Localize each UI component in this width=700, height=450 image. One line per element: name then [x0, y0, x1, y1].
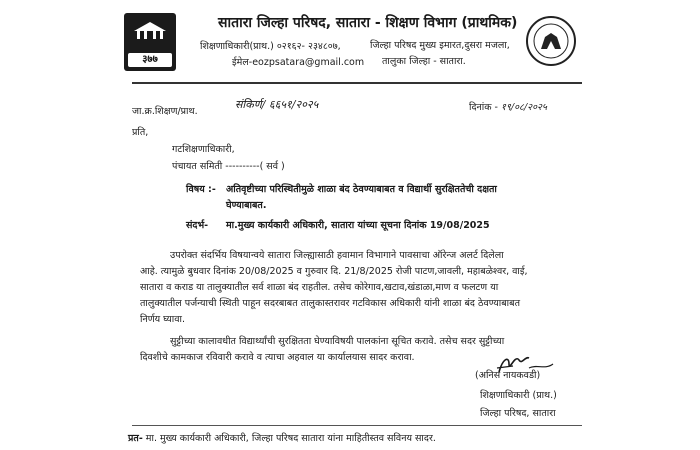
email-line: ईमेल-eozpsatara@gmail.com — [232, 57, 365, 68]
body-line: सुट्टीच्या कालावधीत विद्यार्थ्यांची सुरक्षितता घेण्याविषयी पालकांना सूचित करावे. तसेच सदर सुट्टीच्या — [170, 336, 505, 347]
body-line: उपरोक्त संदर्भिय विषयान्वये सातारा जिल्ह्यासाठी हवामान विभागाने पावसाचा ऑरेन्ज अलर्ट दिलेला — [170, 250, 504, 261]
government-seal-icon — [525, 15, 577, 67]
subject-line-2: घेण्याबाबत. — [226, 200, 267, 211]
copy-text: मा. मुख्य कार्यकारी अधिकारी, जिल्हा परिषद सातारा यांना माहितीस्तव सविनय सादर. — [145, 433, 436, 444]
zilla-parishad-logo — [124, 13, 176, 71]
reference-prefix: जा.क्र.शिक्षण/प्राथ. — [132, 106, 198, 117]
date-value: १९/०८/२०२५ — [501, 102, 547, 113]
body-line: तालुक्यातील पर्जन्याची स्थिती पाहून सदरबाबत तालुकास्तरावर गटविकास अधिकारी यांनी शाळा बंद ठेवण्याबाबत — [140, 298, 520, 309]
copy-to — [128, 431, 436, 444]
footer-divider — [132, 425, 582, 426]
recipient-line-2: पंचायत समिती ----------( सर्व ) — [172, 161, 285, 172]
body-line: दिवशीचे कामकाज रविवारी करावे व त्याचा अहवाल या कार्यालयास सादर करावा. — [140, 352, 415, 363]
recipient-line-1: गटशिक्षणाधिकारी, — [172, 144, 235, 155]
phone-line: शिक्षणाधिकारी(प्राथ.) ०२१६२- २३४८०७, — [200, 41, 341, 52]
letter-date — [469, 100, 547, 113]
date-label: दिनांक - — [469, 102, 498, 113]
signatory-designation: शिक्षणाधिकारी (प्राथ.) — [480, 390, 557, 401]
logo-number: ३७७ — [128, 53, 172, 67]
address-line-2: तालुका जिल्हा - सातारा. — [382, 56, 466, 67]
subject-label: विषय :- — [186, 184, 216, 195]
building-icon — [130, 19, 170, 41]
reference-note-text: मा.मुख्य कार्यकारी अधिकारी, सातारा यांच्या सूचना दिनांक 19/08/2025 — [226, 220, 490, 231]
reference-note-label: संदर्भ- — [186, 220, 209, 231]
subject-line-1: अतिवृष्टीच्या परिस्थितीमुळे शाळा बंद ठेवण्याबाबत व विद्यार्थी सुरक्षिततेची दक्षता — [226, 184, 497, 195]
letterhead-title: सातारा जिल्हा परिषद, सातारा - शिक्षण विभाग (प्राथमिक) — [218, 15, 518, 31]
body-line: निर्णय घ्यावा. — [140, 314, 186, 325]
signatory-organization: जिल्हा परिषद, सातारा — [480, 408, 556, 419]
address-line-1: जिल्हा परिषद मुख्य इमारत,दुसरा मजला, — [370, 40, 510, 51]
recipient-to: प्रति, — [132, 127, 149, 138]
signatory-name: (अनिस नायकवडी) — [475, 370, 541, 381]
copy-label: प्रत- — [128, 433, 143, 444]
reference-handwritten: संकिर्ण/ ६६५१/२०२५ — [235, 98, 319, 111]
body-line: सातारा व कराड या तालुक्यातील सर्व शाळा बंद राहतील. तसेच कोरेगाव,खटाव,खंडाळा,माण व फलटण या — [140, 282, 499, 293]
body-line: आहे. त्यामुळे बुधवार दिनांक 20/08/2025 व गुरुवार दि. 21/8/2025 रोजी पाटण,जावली, महाबळेश्वर, वाई, — [140, 266, 528, 277]
header-divider — [132, 82, 582, 84]
